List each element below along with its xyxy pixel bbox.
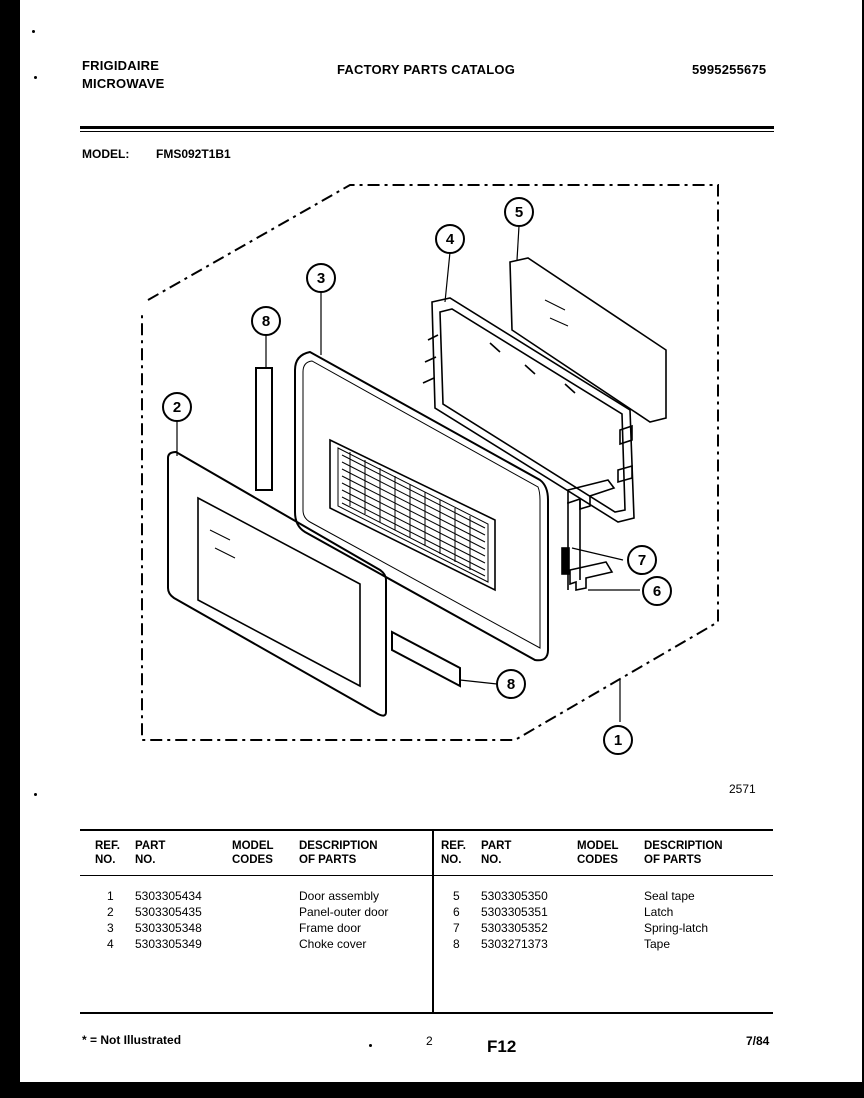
- exploded-parts-diagram: [20, 0, 862, 1082]
- col-codes-left: MODEL CODES: [232, 840, 274, 866]
- callout-7: 7: [637, 552, 647, 569]
- footnote: * = Not Illustrated: [82, 1033, 182, 1047]
- scan-mark: [34, 793, 37, 796]
- col-ref-right: REF. NO.: [441, 840, 466, 866]
- choke-cover-part: [423, 298, 634, 522]
- col-codes-right: MODEL CODES: [577, 840, 619, 866]
- scan-mark: [34, 76, 37, 79]
- model-value: FMS092T1B1: [156, 147, 231, 161]
- tape-strip-upper: [256, 368, 272, 490]
- mesh-pattern: [342, 452, 485, 576]
- date-code: 7/84: [746, 1034, 770, 1048]
- callout-3: 3: [316, 270, 326, 287]
- callout-4: 4: [445, 231, 455, 248]
- catalog-title: FACTORY PARTS CATALOG: [337, 62, 516, 77]
- figure-number: 2571: [729, 782, 756, 796]
- callout-6: 6: [652, 583, 662, 600]
- seal-tape-part: [510, 258, 666, 422]
- panel-outer-part: [168, 452, 386, 716]
- frame-door-part: [295, 352, 548, 660]
- scan-mark: [32, 30, 35, 33]
- col-part-right: PART NO.: [481, 840, 512, 866]
- table-top-rule: [80, 829, 773, 831]
- brand-line-1: FRIGIDAIRE: [82, 58, 160, 73]
- catalog-number: 5995255675: [692, 62, 767, 77]
- tape-strip-lower: [392, 632, 460, 686]
- callout-5: 5: [514, 204, 524, 221]
- callout-8-lower: 8: [506, 676, 516, 693]
- col-desc-right: DESCRIPTION OF PARTS: [644, 840, 723, 866]
- table-center-divider: [432, 829, 434, 1014]
- col-ref-left: REF. NO.: [95, 840, 120, 866]
- callout-2: 2: [172, 399, 182, 416]
- model-label: MODEL:: [82, 147, 130, 161]
- table-header-rule: [80, 875, 773, 876]
- catalog-page: FRIGIDAIRE MICROWAVE FACTORY PARTS CATALOG 5995255675 MODEL: FMS092T1B1 3 8 2 4 5 7 6 8 1 2571 REF. NO. PART NO. MODEL CODES DESCRIPTION OF PARTS REF. NO. PART NO. MODEL CODES DESCRIPTION OF PARTS 1 5303305434 Door assembly 2 5303305435 Panel-outer door 3 5303305348 Frame door 4 5303305349 Choke cover 5 5303305350 Seal tape 6 5303305351 Latch 7 5303305352 Spring-latch 8 5303271373 Tape * = Not Illustrated 2 F12 7/84: [20, 0, 862, 1082]
- section-code: F12: [487, 1037, 517, 1056]
- brand-line-2: MICROWAVE: [82, 76, 165, 91]
- latch-part: [562, 480, 614, 590]
- table-bottom-rule: [80, 1012, 773, 1014]
- callout-8-upper: 8: [261, 313, 271, 330]
- col-part-left: PART NO.: [135, 840, 166, 866]
- page-number: 2: [426, 1034, 433, 1048]
- scan-mark: [369, 1044, 372, 1047]
- col-desc-left: DESCRIPTION OF PARTS: [299, 840, 378, 866]
- callout-1: 1: [613, 732, 623, 749]
